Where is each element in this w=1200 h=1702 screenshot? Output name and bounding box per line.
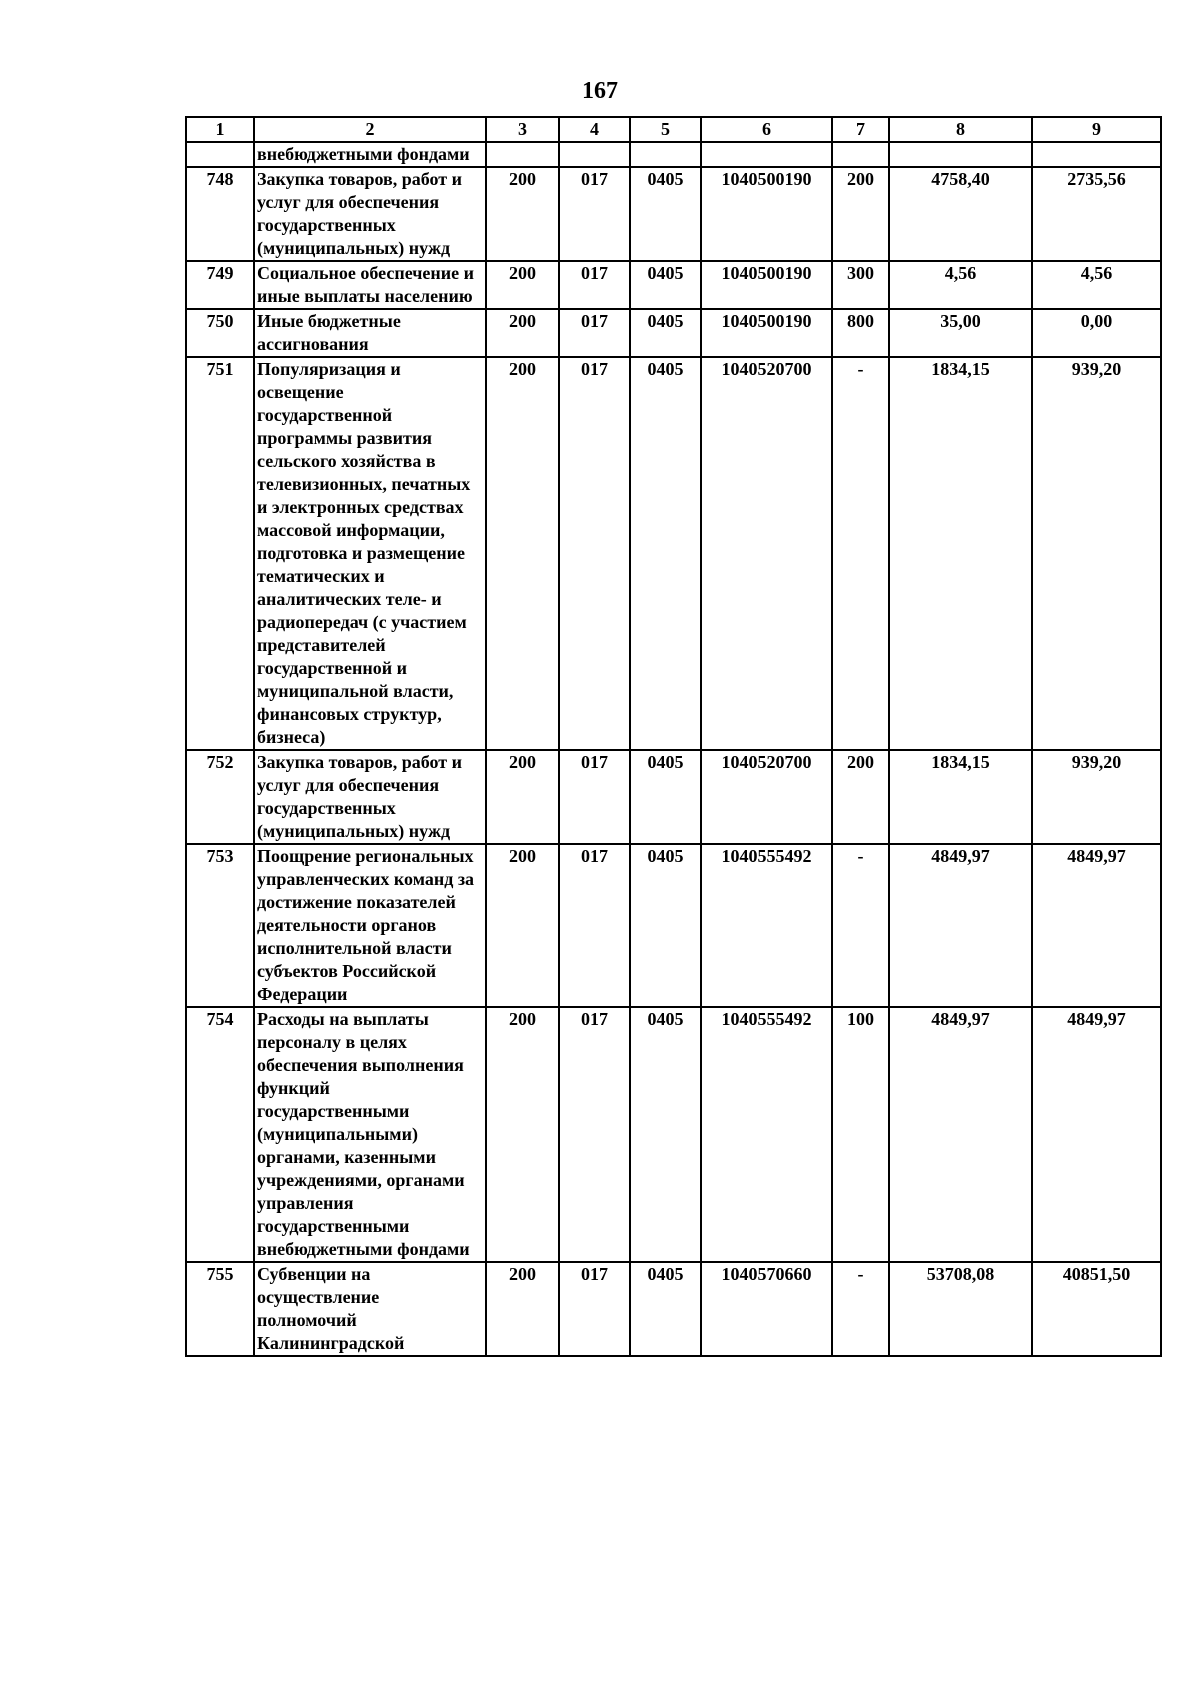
- row-amount-cell: 4849,97: [1032, 1007, 1161, 1262]
- row-code-cell: [832, 142, 889, 167]
- row-code-cell: 200: [832, 750, 889, 844]
- row-code-cell: 1040570660: [701, 1262, 832, 1356]
- row-code-cell: 200: [486, 750, 559, 844]
- row-code-cell: 1040500190: [701, 261, 832, 309]
- row-code-cell: 0405: [630, 844, 701, 1007]
- row-code-cell: 300: [832, 261, 889, 309]
- row-code-cell: 800: [832, 309, 889, 357]
- row-name-cell: Популяризация и освещение государственной программы развития сельского хозяйства в телевизионных, печатных и электронных средствах массовой информации, подготовка и размещение тематических и аналитических теле- и радиопередач (с участием представителей государственной и муниципальной власти, финансовых структур, бизнеса): [254, 357, 486, 750]
- table-row: [186, 142, 1161, 167]
- column-header: 7: [832, 117, 889, 142]
- row-code-cell: 200: [486, 261, 559, 309]
- row-code-cell: [630, 142, 701, 167]
- table-row: [186, 261, 1161, 309]
- column-header: 4: [559, 117, 630, 142]
- column-header: 3: [486, 117, 559, 142]
- row-amount-cell: 53708,08: [889, 1262, 1032, 1356]
- row-code-cell: 017: [559, 1007, 630, 1262]
- row-number-cell: 752: [186, 750, 254, 844]
- row-code-cell: 200: [486, 167, 559, 261]
- table-row: [186, 1007, 1161, 1262]
- row-code-cell: 0405: [630, 1262, 701, 1356]
- row-code-cell: 0405: [630, 309, 701, 357]
- table-header-row: [186, 117, 1161, 142]
- row-amount-cell: 4,56: [1032, 261, 1161, 309]
- row-code-cell: [559, 142, 630, 167]
- row-code-cell: 017: [559, 844, 630, 1007]
- row-code-cell: 017: [559, 1262, 630, 1356]
- row-amount-cell: 4758,40: [889, 167, 1032, 261]
- row-amount-cell: 2735,56: [1032, 167, 1161, 261]
- table-row: [186, 357, 1161, 750]
- table-row: [186, 167, 1161, 261]
- row-amount-cell: [889, 142, 1032, 167]
- row-code-cell: 200: [486, 1007, 559, 1262]
- row-code-cell: 017: [559, 167, 630, 261]
- budget-table: [185, 116, 1162, 1357]
- row-amount-cell: 35,00: [889, 309, 1032, 357]
- row-code-cell: 100: [832, 1007, 889, 1262]
- column-header: 6: [701, 117, 832, 142]
- row-amount-cell: 4,56: [889, 261, 1032, 309]
- row-number-cell: 748: [186, 167, 254, 261]
- row-amount-cell: 939,20: [1032, 750, 1161, 844]
- row-name-cell: Расходы на выплаты персоналу в целях обеспечения выполнения функций государственными (муниципальными) органами, казенными учреждениями, органами управления государственными внебюджетными фондами: [254, 1007, 486, 1262]
- row-number-cell: 754: [186, 1007, 254, 1262]
- row-amount-cell: 939,20: [1032, 357, 1161, 750]
- row-number-cell: [186, 142, 254, 167]
- row-code-cell: -: [832, 1262, 889, 1356]
- row-code-cell: 0405: [630, 750, 701, 844]
- row-code-cell: 017: [559, 357, 630, 750]
- column-header: 9: [1032, 117, 1161, 142]
- row-number-cell: 755: [186, 1262, 254, 1356]
- row-name-cell: Субвенции на осуществление полномочий Калининградской: [254, 1262, 486, 1356]
- row-number-cell: 751: [186, 357, 254, 750]
- row-name-cell: Социальное обеспечение и иные выплаты населению: [254, 261, 486, 309]
- row-code-cell: 0405: [630, 261, 701, 309]
- row-name-cell: Поощрение региональных управленческих команд за достижение показателей деятельности органов исполнительной власти субъектов Российской Федерации: [254, 844, 486, 1007]
- row-code-cell: 200: [832, 167, 889, 261]
- row-amount-cell: 4849,97: [1032, 844, 1161, 1007]
- row-number-cell: 750: [186, 309, 254, 357]
- row-code-cell: 1040555492: [701, 1007, 832, 1262]
- table-row: [186, 309, 1161, 357]
- row-amount-cell: 1834,15: [889, 750, 1032, 844]
- column-header: 1: [186, 117, 254, 142]
- row-code-cell: -: [832, 844, 889, 1007]
- row-amount-cell: 40851,50: [1032, 1262, 1161, 1356]
- row-name-cell: Закупка товаров, работ и услуг для обеспечения государственных (муниципальных) нужд: [254, 750, 486, 844]
- row-code-cell: 200: [486, 309, 559, 357]
- row-code-cell: 1040500190: [701, 167, 832, 261]
- row-code-cell: 200: [486, 844, 559, 1007]
- row-code-cell: 0405: [630, 357, 701, 750]
- row-code-cell: 200: [486, 357, 559, 750]
- row-number-cell: 753: [186, 844, 254, 1007]
- row-amount-cell: 4849,97: [889, 1007, 1032, 1262]
- row-code-cell: 0405: [630, 1007, 701, 1262]
- table-row: [186, 750, 1161, 844]
- table-row: [186, 844, 1161, 1007]
- column-header: 2: [254, 117, 486, 142]
- row-amount-cell: 4849,97: [889, 844, 1032, 1007]
- column-header: 5: [630, 117, 701, 142]
- row-code-cell: -: [832, 357, 889, 750]
- row-name-cell: Иные бюджетные ассигнования: [254, 309, 486, 357]
- row-amount-cell: 1834,15: [889, 357, 1032, 750]
- row-code-cell: 1040520700: [701, 750, 832, 844]
- table-row: [186, 1262, 1161, 1356]
- row-name-cell: Закупка товаров, работ и услуг для обеспечения государственных (муниципальных) нужд: [254, 167, 486, 261]
- row-code-cell: 200: [486, 1262, 559, 1356]
- row-name-cell: внебюджетными фондами: [254, 142, 486, 167]
- row-code-cell: 017: [559, 750, 630, 844]
- row-code-cell: 1040555492: [701, 844, 832, 1007]
- row-code-cell: [486, 142, 559, 167]
- row-code-cell: 017: [559, 309, 630, 357]
- row-code-cell: [701, 142, 832, 167]
- row-code-cell: 017: [559, 261, 630, 309]
- row-code-cell: 1040500190: [701, 309, 832, 357]
- row-code-cell: 1040520700: [701, 357, 832, 750]
- page-number: 167: [582, 78, 618, 104]
- row-amount-cell: 0,00: [1032, 309, 1161, 357]
- row-code-cell: 0405: [630, 167, 701, 261]
- row-amount-cell: [1032, 142, 1161, 167]
- column-header: 8: [889, 117, 1032, 142]
- row-number-cell: 749: [186, 261, 254, 309]
